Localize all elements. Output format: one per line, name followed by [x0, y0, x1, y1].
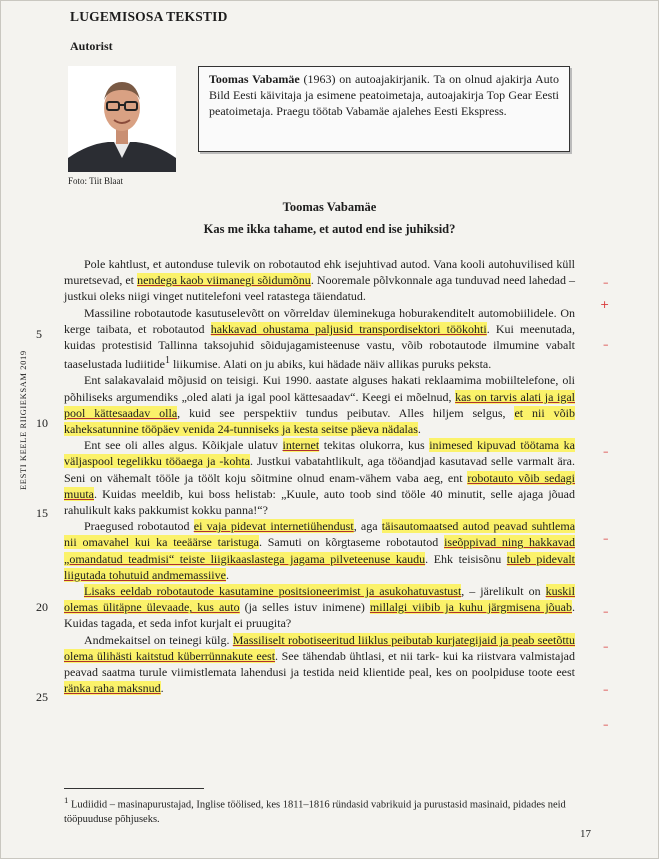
- highlight: täisautomaatsed autod peavad suhtlema nii omavahel kui ka teeäärse taristuga: [64, 519, 576, 550]
- pen-mark: –: [603, 276, 609, 289]
- line-number: 20: [36, 600, 48, 614]
- author-photo: [68, 66, 176, 172]
- author-name: Toomas Vabamäe: [209, 72, 300, 86]
- side-label-text: EESTI KEELE RIIGIEKSAM 2019: [18, 350, 28, 490]
- paragraph-7: Andmekaitsel on teinegi külg. Massiliselt robotiseeritud liiklus peibutab kurjategijaid ja peab seetõttu olema ülihästi kaitstud küberrünnakute eest. See tähendab ühtlasi, et nii tark- kui ka riistvara valmistajad peavad saatma turule viimistlemata lahendusi ja testida neid klientide peal, kes on poolpiduse toote eest ränka raha maksnud.: [64, 632, 575, 696]
- highlight: internet: [282, 438, 320, 453]
- highlight: et nii võib kaheksatunnine tööpäev venida 24-tunniseks ja kesta seitse päeva nädalas: [64, 405, 575, 437]
- paragraph-2: Massiline robotautode kasutuselevõtt on võrreldav üleminekuga hoburakenditelt automobiilidele. On kerge taibata, et robotautod hakkavad ohustama paljusid transpordisektori töökohti. Kui meenutada, kuidas protestisid Tallinna taksojuhid sõidujagamisteenuse vastu, võib robotautode ilmumine vabalt taaselustada ludiitide$^1$ liikumise. Alati on ju abiks, kui hädade näiv allikas puruks peksta.: [64, 305, 575, 372]
- highlight: inimesed kipuvad töötama ka väljaspool tegelikku tööaega ja -kohta: [64, 438, 575, 469]
- pen-mark: –: [603, 640, 609, 653]
- highlight: robotauto võib sedagi muuta: [64, 470, 576, 501]
- pen-mark: –: [603, 605, 609, 618]
- author-bio-text: (1963) on autoajakirjanik. Ta on olnud ajakirja Auto Bild Eesti käivitaja ja esimene peatoimetaja, autoajakirja Top Gear Eesti peatoimetaja. Praegu töötab Vabamäe ajalehes Eesti Ekspress.: [209, 72, 559, 118]
- section-title: LUGEMISOSA TEKSTID: [70, 9, 228, 24]
- page-number: 17: [580, 828, 591, 840]
- exam-side-label: [4, 340, 28, 490]
- photo-credit: Foto: Tiit Blaat: [68, 176, 124, 186]
- highlight: Massiliselt robotiseeritud liiklus peibutab kurjategijaid ja peab seetõttu olema ülihästi kaitstud küberrünnakute eest: [64, 632, 575, 663]
- highlight: hakkavad ohustama paljusid transpordisektori töökohti: [210, 321, 487, 336]
- article-title: Kas me ikka tahame, et autod end ise juhiksid?: [203, 222, 456, 236]
- author-bio-box: [198, 66, 570, 152]
- highlight: iseõppivad ning hakkavad „omandatud teadmisi“ teiste liigikaaslastega jagama pilveteenuse kaudu: [64, 535, 575, 566]
- line-number: 15: [36, 506, 48, 520]
- pen-mark: +: [600, 298, 610, 311]
- pen-mark: –: [603, 338, 609, 351]
- highlight: kuskil olemas ülitäpne ülevaade, kus auto: [64, 584, 575, 615]
- highlight: ei vaja pidevat internetiühendust: [193, 519, 354, 534]
- footnote-text: Ludiidid – masinapurustajad, Inglise töölised, kes 1811–1816 ründasid vabrikuid ja purustasid masinaid, pidades neid tööpuuduse põhjuseks.: [64, 799, 566, 825]
- pen-mark: –: [603, 718, 609, 731]
- paragraph-3: Ent salakavalaid mõjusid on teisigi. Kui 1990. aastate alguses hakati reklaamima mobiiltelefone, oli põhiliseks argumendiks „oled alati ja igal pool kättesaadav“. Keegi ei mõelnud, kas on tarvis alati ja igal pool kättesaadav olla, kuid see perspektiiv tundus peibutav. Alles hiljem selgus, et nii võib kaheksatunnine tööpäev venida 24-tunniseks ja kesta seitse päeva nädalas.: [64, 373, 575, 437]
- footnote-ref: 1: [164, 355, 170, 367]
- subsection-title: Autorist: [70, 39, 113, 53]
- article-author: Toomas Vabamäe: [282, 200, 377, 214]
- line-number: 5: [36, 327, 42, 341]
- footnote: [64, 793, 569, 827]
- highlight: nendega kaob viimanegi sõidumõnu: [137, 273, 311, 288]
- paragraph-4: Ent see oli alles algus. Kõikjale ulatuv internet tekitas olukorra, kus inimesed kipuvad töötama ka väljaspool tegelikku tööaega ja -kohta. Justkui vabatahtlikult, aga tööandjad kasutavad selle varmalt ära. Seni on vähemalt tööle ja töölt koju sõitmine olnud enam-vähem vaba aeg, ent robotauto võib sedagi muuta. Kuidas meeldib, kui boss helistab: „Kuule, auto toob sind tööle 40 minutit, selle ajaga jõuad rahulikult kaks pakkumist kokku panna!“?: [64, 438, 576, 518]
- highlight: kas on tarvis alati ja igal pool kättesaadav olla: [64, 389, 575, 420]
- highlight: ränka raha maksnud: [64, 681, 161, 696]
- highlight: millalgi viibib ja kuhu järgmisena jõuab: [369, 600, 572, 615]
- line-number: 25: [36, 690, 48, 704]
- paragraph-5: Praegused robotautod ei vaja pidevat internetiühendust, aga täisautomaatsed autod peavad suhtlema nii omavahel kui ka teeäärse taristuga. Samuti on kõrgtaseme robotautod iseõppivad ning hakkavad „omandatud teadmisi“ teiste liigikaaslastega jagama pilveteenuse kaudu. Ehk teisisõnu tuleb pidevalt liigutada tohutuid andmemassiive.: [64, 519, 576, 582]
- pen-mark: –: [603, 532, 609, 545]
- footnote-mark: 1: [64, 795, 69, 805]
- paragraph-6: Lisaks eeldab robotautode kasutamine positsioneerimist ja asukohatuvastust, – järelikult on kuskil olemas ülitäpne ülevaade, kus auto (ja selles istuv inimene) millalgi viibib ja kuhu järgmisena jõuab. Kuidas tagada, et seda infot kurjalt ei pruugita?: [64, 584, 575, 631]
- article-body: [64, 256, 575, 696]
- paragraph-1: Pole kahtlust, et autonduse tulevik on robotautod ehk isejuhtivad autod. Vana kooli autohuvilised küll muretsevad, et nendega kaob viimanegi sõidumõnu. Nooremale põlvkonnale aga tunduvad need lahedad – justkui oleks niigi vinget nutitelefoni veel ratastega täiendatud.: [64, 257, 575, 304]
- footnote-divider: [64, 788, 204, 789]
- highlight: tuleb pidevalt liigutada tohutuid andmemassiive: [64, 551, 575, 582]
- highlight: Lisaks eeldab robotautode kasutamine positsioneerimist ja asukohatuvastust: [84, 584, 462, 599]
- line-number: 10: [36, 416, 48, 430]
- pen-mark: –: [603, 683, 609, 696]
- pen-mark: –: [603, 445, 609, 458]
